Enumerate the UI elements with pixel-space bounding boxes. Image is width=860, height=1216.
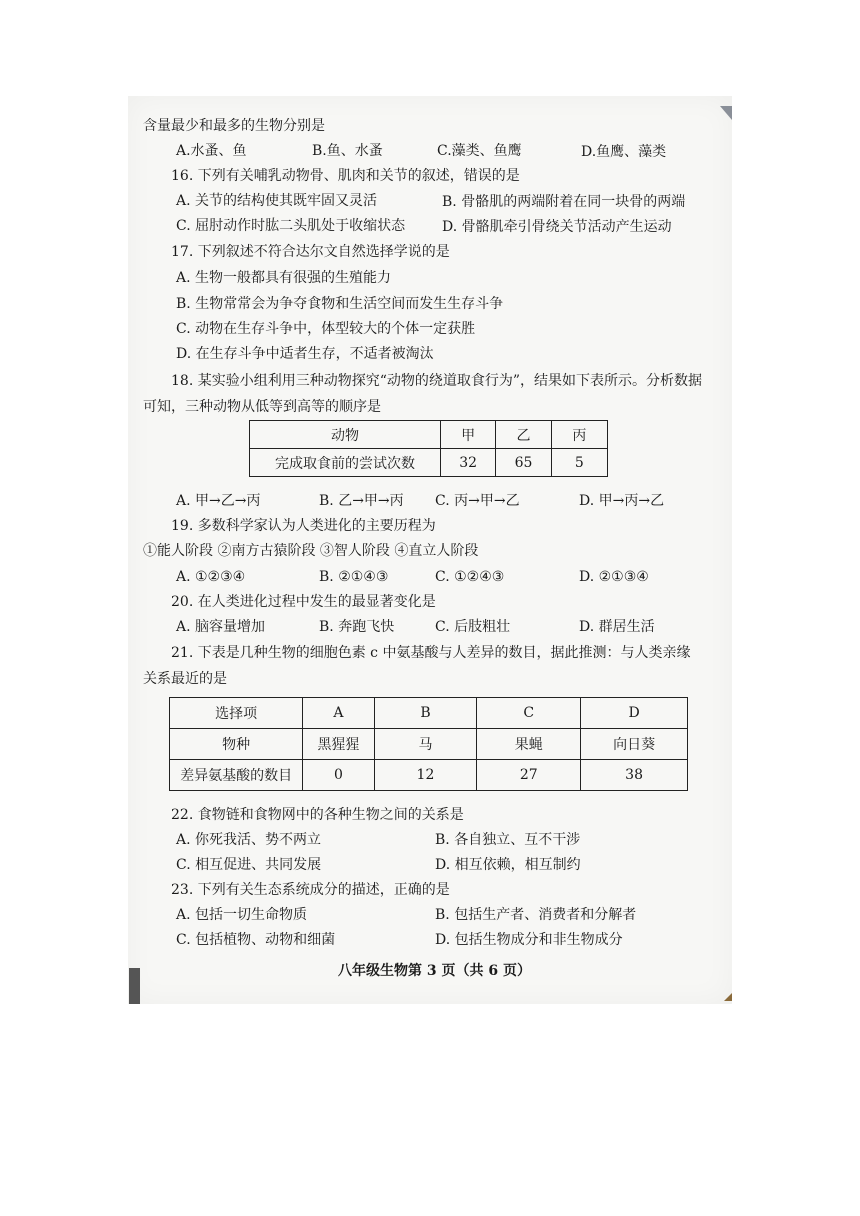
q22-option-d: D. 相互依赖，相互制约 <box>435 857 581 873</box>
q23-option-c: C. 包括植物、动物和细菌 <box>176 932 336 948</box>
q18-table-header-cell: 乙 <box>496 421 551 449</box>
page-footer: 八年级生物第 3 页（共 6 页） <box>338 963 531 979</box>
q21-table-cell: 物种 <box>170 729 303 760</box>
q19-option-b: B. ②①④③ <box>319 569 389 585</box>
q19-option-d: D. ②①③④ <box>579 569 649 585</box>
q17-option-d: D. 在生存斗争中适者生存，不适者被淘汰 <box>176 346 434 362</box>
q21-table-cell: D <box>581 698 688 729</box>
q21-table-cell: 27 <box>477 760 581 791</box>
q18-option-a: A. 甲→乙→丙 <box>176 493 261 509</box>
q20-option-c: C. 后肢粗壮 <box>435 619 511 635</box>
q17-stem: 17. 下列叙述不符合达尔文自然选择学说的是 <box>171 244 450 260</box>
q18-table-cell: 65 <box>496 449 551 477</box>
q17-option-b: B. 生物常常会为争夺食物和生活空间而发生生存斗争 <box>176 296 504 312</box>
q21-stem-line1: 21. 下表是几种生物的细胞色素 c 中氨基酸与人差异的数目，据此推测：与人类亲缘 <box>171 645 691 661</box>
q21-table-cell: 差异氨基酸的数目 <box>170 760 303 791</box>
q18-table-cell: 完成取食前的尝试次数 <box>250 449 441 477</box>
q22-stem: 22. 食物链和食物网中的各种生物之间的关系是 <box>171 807 464 823</box>
q15-option-a: A.水蚤、鱼 <box>176 143 247 159</box>
q18-table <box>249 420 608 477</box>
q18-table-header-cell: 甲 <box>440 421 495 449</box>
q17-option-c: C. 动物在生存斗争中，体型较大的个体一定获胜 <box>176 321 476 337</box>
q21-table-cell: C <box>477 698 581 729</box>
q22-option-c: C. 相互促进、共同发展 <box>176 857 322 873</box>
q16-option-b: B. 骨骼肌的两端附着在同一块骨的两端 <box>442 194 686 210</box>
q16-option-a: A. 关节的结构使其既牢固又灵活 <box>176 193 378 209</box>
q17-option-a: A. 生物一般都具有很强的生殖能力 <box>176 270 392 286</box>
q18-table-cell: 5 <box>551 449 607 477</box>
q16-option-c: C. 屈肘动作时肱二头肌处于收缩状态 <box>176 218 406 234</box>
q21-table-cell: B <box>374 698 477 729</box>
q16-option-d: D. 骨骼肌牵引骨绕关节活动产生运动 <box>442 219 672 235</box>
q22-option-b: B. 各自独立、互不干涉 <box>435 832 581 848</box>
q21-table-cell: 黑猩猩 <box>303 729 374 760</box>
q23-option-b: B. 包括生产者、消费者和分解者 <box>435 907 637 923</box>
q19-option-a: A. ①②③④ <box>176 569 246 585</box>
q15-stem-tail: 含量最少和最多的生物分别是 <box>143 118 325 134</box>
q19-stages: ①能人阶段 ②南方古猿阶段 ③智人阶段 ④直立人阶段 <box>143 543 479 559</box>
q21-stem-line2: 关系最近的是 <box>143 671 227 687</box>
scan-edge-mark <box>129 968 140 1004</box>
q21-table-cell: 选择项 <box>170 698 303 729</box>
q23-option-d: D. 包括生物成分和非生物成分 <box>435 932 623 948</box>
q21-table-cell: 果蝇 <box>477 729 581 760</box>
q23-option-a: A. 包括一切生命物质 <box>176 907 308 923</box>
q21-table-cell: 马 <box>374 729 477 760</box>
q18-table-cell: 32 <box>440 449 495 477</box>
q21-table <box>169 697 688 791</box>
q18-table-header-cell: 动物 <box>250 421 441 449</box>
q20-stem: 20. 在人类进化过程中发生的最显著变化是 <box>171 594 436 610</box>
q19-stem: 19. 多数科学家认为人类进化的主要历程为 <box>171 518 436 534</box>
q15-option-d: D.鱼鹰、藻类 <box>581 144 667 160</box>
q21-table-cell: 38 <box>581 760 688 791</box>
q21-table-cell: A <box>303 698 374 729</box>
q21-table-cell: 向日葵 <box>581 729 688 760</box>
q23-stem: 23. 下列有关生态系统成分的描述，正确的是 <box>171 882 450 898</box>
q19-option-c: C. ①②④③ <box>435 569 505 585</box>
q18-stem-line2: 可知，三种动物从低等到高等的顺序是 <box>143 399 381 415</box>
q15-option-c: C.藻类、鱼鹰 <box>437 143 522 159</box>
q21-table-cell: 0 <box>303 760 374 791</box>
q20-option-d: D. 群居生活 <box>579 619 655 635</box>
q20-option-a: A. 脑容量增加 <box>176 619 266 635</box>
q15-option-b: B.鱼、水蚤 <box>312 143 383 159</box>
q18-option-b: B. 乙→甲→丙 <box>319 493 404 509</box>
q18-stem-line1: 18. 某实验小组利用三种动物探究“动物的绕道取食行为”，结果如下表所示。分析数据 <box>171 373 703 389</box>
q18-option-d: D. 甲→丙→乙 <box>579 493 665 509</box>
q18-option-c: C. 丙→甲→乙 <box>435 493 520 509</box>
q22-option-a: A. 你死我活、势不两立 <box>176 832 322 848</box>
q21-table-cell: 12 <box>374 760 477 791</box>
q16-stem: 16. 下列有关哺乳动物骨、肌肉和关节的叙述，错误的是 <box>171 168 520 184</box>
q18-table-header-cell: 丙 <box>551 421 607 449</box>
q20-option-b: B. 奔跑飞快 <box>319 619 395 635</box>
